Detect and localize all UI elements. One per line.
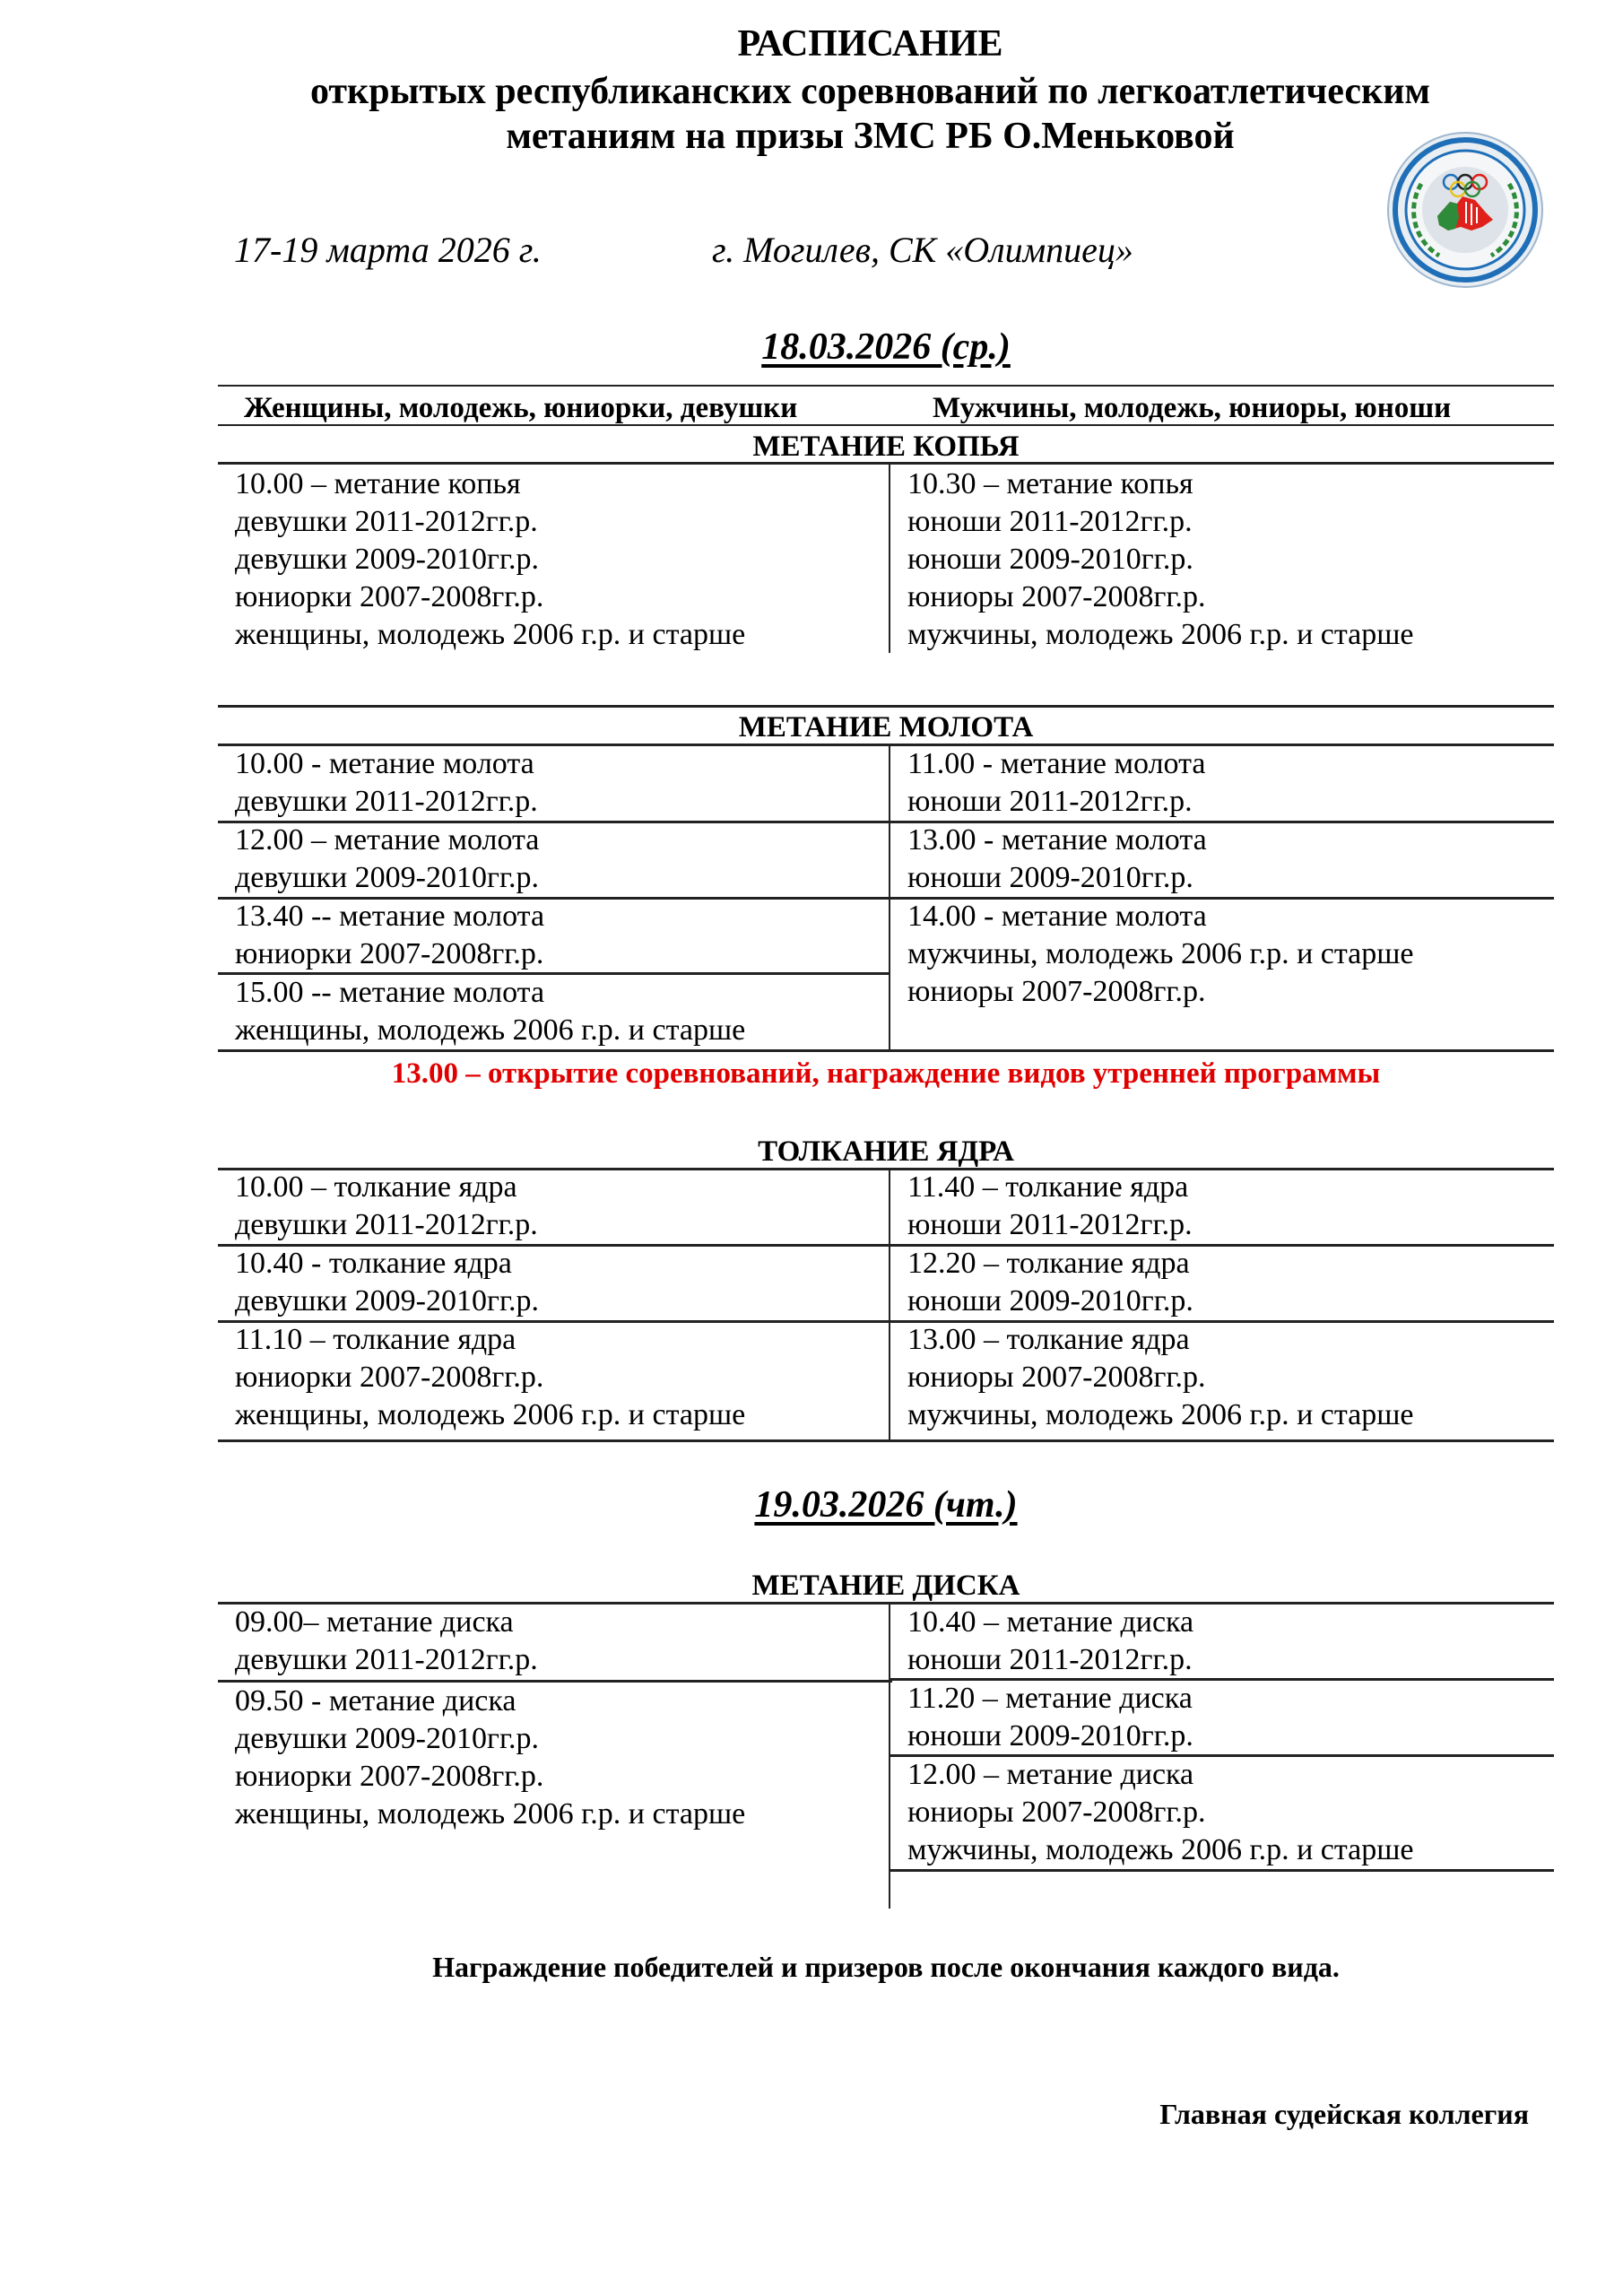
entry-line: юниоры 2007-2008гг.р.: [907, 1361, 1206, 1394]
judges-signature: Главная судейская коллегия: [1159, 2098, 1529, 2130]
section-title-shot-put: ТОЛКАНИЕ ЯДРА: [758, 1135, 1014, 1168]
entry-line: 09.50 - метание диска: [235, 1684, 516, 1718]
column-divider: [889, 1169, 890, 1440]
entry-line: 13.00 – толкание ядра: [907, 1323, 1190, 1356]
opening-ceremony-notice: 13.00 – открытие соревнований, награждение видов утренней программы: [391, 1057, 1381, 1090]
column-divider: [889, 463, 890, 653]
document-title: РАСПИСАНИЕ: [737, 23, 1003, 65]
section-title-javelin: МЕТАНИЕ КОПЬЯ: [752, 430, 1020, 463]
discus-men-entry: [907, 1680, 1193, 1755]
hammer-men-entry: [907, 745, 1205, 821]
entry-line: 11.40 – толкание ядра: [907, 1170, 1189, 1204]
shot-put-men-entry: [907, 1169, 1193, 1244]
shot-put-women-entry: [235, 1169, 538, 1244]
entry-line: мужчины, молодежь 2006 г.р. и старше: [907, 937, 1414, 970]
event-dates: 17-19 марта 2026 г.: [234, 230, 542, 270]
entry-line: девушки 2009-2010гг.р.: [235, 861, 540, 894]
shot-put-men-entry: [907, 1321, 1414, 1434]
entry-line: мужчины, молодежь 2006 г.р. и старше: [907, 1398, 1414, 1431]
entry-line: женщины, молодежь 2006 г.р. и старше: [235, 1398, 746, 1431]
shot-put-women-entry: [235, 1245, 539, 1320]
entry-line: юноши 2011-2012гг.р.: [907, 1208, 1193, 1241]
entry-line: 10.00 - метание молота: [235, 747, 534, 780]
entry-line: девушки 2009-2010гг.р.: [235, 543, 540, 576]
table-rule: [218, 424, 1554, 426]
entry-line: юноши 2009-2010гг.р.: [907, 543, 1193, 576]
column-header-men: Мужчины, молодежь, юниоры, юноши: [933, 392, 1452, 424]
day-1-date-heading: [218, 325, 1554, 370]
entry-line: девушки 2011-2012гг.р.: [235, 505, 538, 538]
entry-line: 12.20 – толкание ядра: [907, 1247, 1190, 1280]
entry-line: юниоры 2007-2008гг.р.: [907, 580, 1206, 613]
entry-line: 10.40 – метание диска: [907, 1605, 1194, 1639]
hammer-men-entry: [907, 898, 1414, 1011]
discus-men-entry: [907, 1604, 1193, 1679]
entry-line: женщины, молодежь 2006 г.р. и старше: [235, 618, 746, 651]
day-2-date: 19.03.2026 (чт.): [754, 1484, 1018, 1526]
entry-line: 12.00 – метание диска: [907, 1758, 1194, 1791]
awards-note: Награждение победителей и призеров после окончания каждого вида.: [432, 1951, 1340, 1983]
javelin-men-entry: [907, 465, 1414, 654]
hammer-women-entry: [235, 822, 539, 897]
entry-line: 10.00 – толкание ядра: [235, 1170, 517, 1204]
entry-line: юниорки 2007-2008гг.р.: [235, 1361, 544, 1394]
hammer-women-entry: [235, 745, 538, 821]
entry-line: девушки 2011-2012гг.р.: [235, 1643, 538, 1676]
entry-line: 11.10 – толкание ядра: [235, 1323, 516, 1356]
entry-line: женщины, молодежь 2006 г.р. и старше: [235, 1797, 746, 1831]
table-rule: [218, 1049, 1554, 1052]
section-title-discus: МЕТАНИЕ ДИСКА: [751, 1570, 1020, 1602]
shot-put-men-entry: [907, 1245, 1193, 1320]
day-1-date: 18.03.2026 (ср.): [761, 326, 1011, 368]
entry-line: юниорки 2007-2008гг.р.: [235, 580, 544, 613]
entry-line: 09.00– метание диска: [235, 1605, 514, 1639]
entry-line: юниорки 2007-2008гг.р.: [235, 937, 544, 970]
hammer-women-entry: [235, 974, 745, 1049]
entry-line: мужчины, молодежь 2006 г.р. и старше: [907, 1833, 1414, 1866]
entry-line: девушки 2009-2010гг.р.: [235, 1284, 540, 1318]
javelin-women-entry: [235, 465, 745, 654]
entry-line: 10.30 – метание копья: [907, 467, 1193, 500]
hammer-women-entry: [235, 898, 544, 973]
event-venue: г. Могилев, СК «Олимпиец»: [712, 230, 1133, 270]
entry-line: 10.40 - толкание ядра: [235, 1247, 512, 1280]
day-2-date-heading: [218, 1483, 1554, 1527]
column-header-women: Женщины, молодежь, юниорки, девушки: [244, 392, 798, 424]
entry-line: юноши 2011-2012гг.р.: [907, 785, 1193, 818]
discus-women-entry: [235, 1683, 745, 1833]
document-subtitle-line-1: открытых республиканских соревнований по легкоатлетическим: [309, 71, 1431, 112]
entry-line: юниоры 2007-2008гг.р.: [907, 1796, 1206, 1829]
table-rule: [889, 1869, 1554, 1872]
entry-line: юноши 2009-2010гг.р.: [907, 1719, 1193, 1752]
table-rule: [218, 462, 1554, 465]
entry-line: 11.20 – метание диска: [907, 1682, 1193, 1715]
olympic-reserve-emblem-icon: [1385, 130, 1545, 290]
entry-line: 14.00 - метание молота: [907, 900, 1207, 933]
entry-line: юноши 2011-2012гг.р.: [907, 1643, 1193, 1676]
hammer-men-entry: [907, 822, 1207, 897]
entry-line: 15.00 -- метание молота: [235, 976, 545, 1009]
entry-line: женщины, молодежь 2006 г.р. и старше: [235, 1013, 746, 1047]
entry-line: девушки 2009-2010гг.р.: [235, 1722, 540, 1755]
entry-line: 13.00 - метание молота: [907, 823, 1207, 857]
table-rule: [218, 385, 1554, 387]
entry-line: юниорки 2007-2008гг.р.: [235, 1760, 544, 1793]
shot-put-women-entry: [235, 1321, 745, 1434]
entry-line: 13.40 -- метание молота: [235, 900, 545, 933]
entry-line: мужчины, молодежь 2006 г.р. и старше: [907, 618, 1414, 651]
entry-line: 12.00 – метание молота: [235, 823, 540, 857]
entry-line: девушки 2011-2012гг.р.: [235, 1208, 538, 1241]
document-subtitle-line-2: метаниям на призы ЗМС РБ О.Меньковой: [506, 116, 1235, 157]
table-rule: [218, 705, 1554, 708]
entry-line: юноши 2011-2012гг.р.: [907, 505, 1193, 538]
entry-line: девушки 2011-2012гг.р.: [235, 785, 538, 818]
section-title-hammer: МЕТАНИЕ МОЛОТА: [738, 711, 1034, 744]
entry-line: 10.00 – метание копья: [235, 467, 521, 500]
discus-men-entry: [907, 1756, 1414, 1869]
entry-line: 11.00 - метание молота: [907, 747, 1206, 780]
discus-women-entry: [235, 1604, 538, 1679]
entry-line: юноши 2009-2010гг.р.: [907, 861, 1193, 894]
entry-line: юноши 2009-2010гг.р.: [907, 1284, 1193, 1318]
entry-line: юниоры 2007-2008гг.р.: [907, 975, 1206, 1008]
table-rule: [218, 1439, 1554, 1442]
